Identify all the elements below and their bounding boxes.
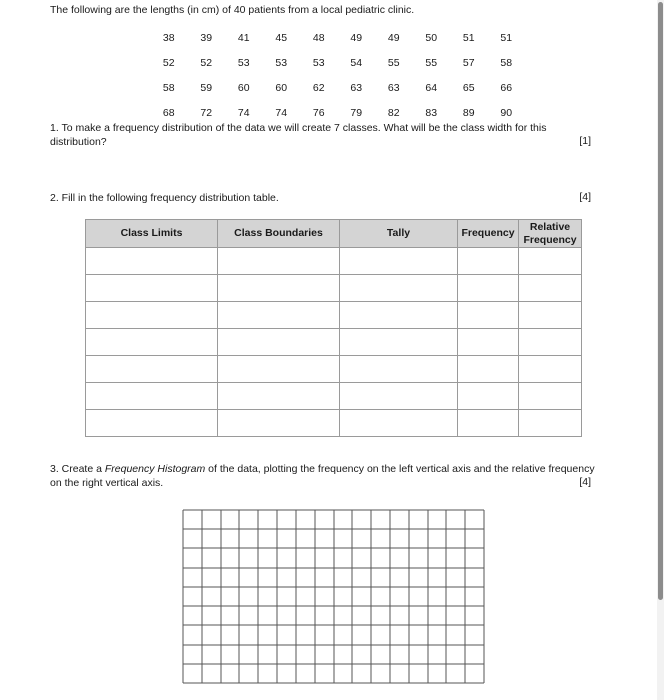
data-value: 62: [312, 81, 325, 94]
cell-class-boundaries[interactable]: [218, 356, 340, 383]
data-value: 55: [425, 56, 438, 69]
question-3-line2: on the right vertical axis.: [50, 477, 164, 489]
question-2-marks: [4]: [579, 191, 591, 203]
data-row: [150, 25, 525, 50]
cell-relative-frequency[interactable]: [519, 383, 582, 410]
question-3-marks: [4]: [579, 476, 591, 488]
data-value: 64: [425, 81, 438, 94]
cell-relative-frequency[interactable]: [519, 275, 582, 302]
table-header-row: [86, 220, 582, 248]
vertical-scrollbar[interactable]: [657, 0, 664, 700]
data-value: 74: [275, 106, 288, 119]
data-row: [150, 50, 525, 75]
cell-class-limits[interactable]: [86, 356, 218, 383]
data-value: 38: [162, 31, 175, 44]
data-value: 60: [275, 81, 288, 94]
scrollbar-thumb[interactable]: [658, 2, 663, 600]
question-3-emphasis: Frequency Histogram: [104, 463, 206, 475]
data-value: 53: [275, 56, 288, 69]
cell-tally[interactable]: [340, 410, 458, 437]
table-row: [86, 383, 582, 410]
data-value: 49: [387, 31, 400, 44]
data-value: 41: [237, 31, 250, 44]
frequency-distribution-table: [85, 219, 582, 437]
histogram-graph-paper[interactable]: [182, 509, 485, 684]
data-value: 72: [200, 106, 213, 119]
question-2: 2. Fill in the following frequency distribution table.: [50, 192, 279, 204]
header-relative-line1: Relative: [529, 220, 571, 233]
data-value: 39: [200, 31, 213, 44]
data-values-grid: [150, 25, 525, 125]
data-value: 63: [350, 81, 363, 94]
data-value: 55: [387, 56, 400, 69]
question-3-suffix: of the data, plotting the frequency on the left vertical axis and the relative frequency: [205, 463, 595, 475]
question-1-line2: distribution?: [50, 136, 107, 148]
data-value: 58: [162, 81, 175, 94]
cell-frequency[interactable]: [458, 410, 519, 437]
question-1-marks: [1]: [579, 135, 591, 147]
data-value: 83: [425, 106, 438, 119]
data-value: 68: [162, 106, 175, 119]
data-value: 52: [200, 56, 213, 69]
cell-class-limits[interactable]: [86, 410, 218, 437]
data-row: [150, 75, 525, 100]
cell-relative-frequency[interactable]: [519, 329, 582, 356]
cell-frequency[interactable]: [458, 302, 519, 329]
table-row: [86, 302, 582, 329]
header-relative-frequency: [519, 220, 582, 248]
cell-class-limits[interactable]: [86, 329, 218, 356]
data-value: 57: [462, 56, 475, 69]
cell-tally[interactable]: [340, 356, 458, 383]
header-class-boundaries: Class Boundaries: [218, 220, 340, 248]
header-relative-line2: Frequency: [523, 233, 577, 246]
cell-frequency[interactable]: [458, 275, 519, 302]
cell-tally[interactable]: [340, 248, 458, 275]
data-value: 45: [275, 31, 288, 44]
data-value: 59: [200, 81, 213, 94]
question-3-prefix: 3. Create a: [50, 463, 105, 475]
data-value: 53: [312, 56, 325, 69]
data-value: 58: [500, 56, 513, 69]
table-row: [86, 410, 582, 437]
cell-class-limits[interactable]: [86, 275, 218, 302]
cell-tally[interactable]: [340, 275, 458, 302]
table-row: [86, 356, 582, 383]
cell-class-boundaries[interactable]: [218, 410, 340, 437]
data-value: 65: [462, 81, 475, 94]
data-value: 90: [500, 106, 513, 119]
cell-frequency[interactable]: [458, 383, 519, 410]
question-3: [50, 462, 600, 490]
data-value: 76: [312, 106, 325, 119]
header-tally: Tally: [340, 220, 458, 248]
cell-relative-frequency[interactable]: [519, 248, 582, 275]
cell-relative-frequency[interactable]: [519, 356, 582, 383]
cell-tally[interactable]: [340, 383, 458, 410]
cell-frequency[interactable]: [458, 356, 519, 383]
data-value: 49: [350, 31, 363, 44]
data-value: 66: [500, 81, 513, 94]
data-value: 60: [237, 81, 250, 94]
header-class-limits: Class Limits: [86, 220, 218, 248]
data-value: 89: [462, 106, 475, 119]
cell-frequency[interactable]: [458, 248, 519, 275]
cell-class-limits[interactable]: [86, 248, 218, 275]
data-value: 82: [387, 106, 400, 119]
data-value: 48: [312, 31, 325, 44]
question-1: [50, 121, 600, 149]
cell-class-limits[interactable]: [86, 302, 218, 329]
cell-relative-frequency[interactable]: [519, 410, 582, 437]
cell-relative-frequency[interactable]: [519, 302, 582, 329]
cell-class-boundaries[interactable]: [218, 275, 340, 302]
data-value: 54: [350, 56, 363, 69]
table-row: [86, 329, 582, 356]
table-row: [86, 248, 582, 275]
data-value: 51: [500, 31, 513, 44]
header-frequency: Frequency: [458, 220, 519, 248]
data-value: 52: [162, 56, 175, 69]
cell-tally[interactable]: [340, 329, 458, 356]
data-value: 79: [350, 106, 363, 119]
data-value: 53: [237, 56, 250, 69]
data-value: 51: [462, 31, 475, 44]
cell-tally[interactable]: [340, 302, 458, 329]
cell-class-boundaries[interactable]: [218, 302, 340, 329]
cell-class-limits[interactable]: [86, 383, 218, 410]
data-value: 63: [387, 81, 400, 94]
data-value: 50: [425, 31, 438, 44]
table-row: [86, 275, 582, 302]
cell-class-boundaries[interactable]: [218, 248, 340, 275]
cell-frequency[interactable]: [458, 329, 519, 356]
intro-text: The following are the lengths (in cm) of 40 patients from a local pediatric clinic.: [50, 4, 415, 16]
question-3-line1: [50, 462, 600, 476]
data-value: 74: [237, 106, 250, 119]
cell-class-boundaries[interactable]: [218, 329, 340, 356]
cell-class-boundaries[interactable]: [218, 383, 340, 410]
question-1-line1: 1. To make a frequency distribution of the data we will create 7 classes. What will be the class width for this: [50, 122, 547, 134]
